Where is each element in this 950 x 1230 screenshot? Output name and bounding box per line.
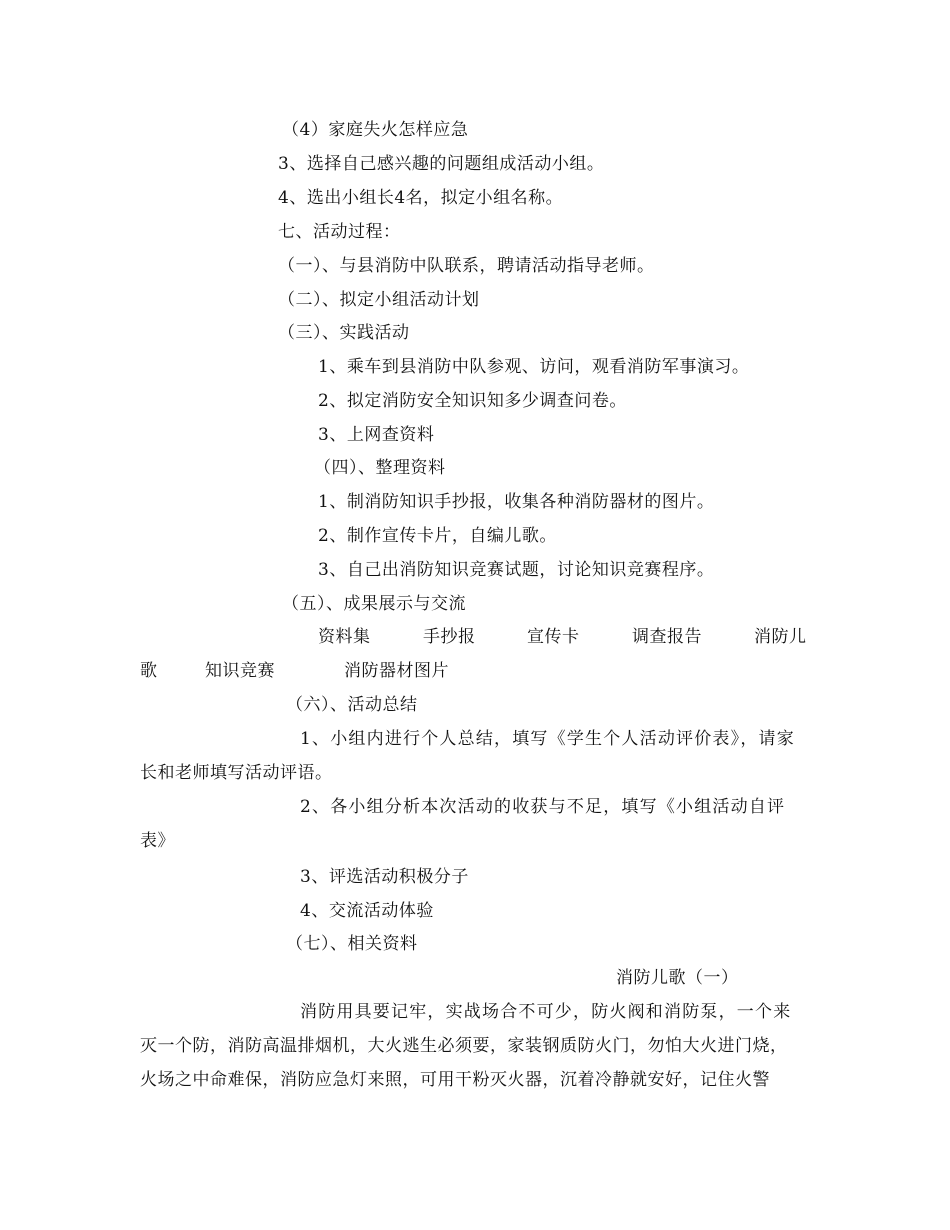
line-step-four: （四）、整理资料 xyxy=(314,458,446,478)
line-quiz: 3、自己出消防知识竞赛试题，讨论知识竞赛程序。 xyxy=(318,560,715,580)
line-questionnaire: 2、拟定消防安全知识知多少调查问卷。 xyxy=(318,391,627,411)
section-heading-summary: （六）、活动总结 xyxy=(286,695,418,715)
summary-paragraph-2-line-2: 表》 xyxy=(140,831,175,851)
result-item: 消防儿 xyxy=(754,627,807,647)
section-heading-process: 七、活动过程： xyxy=(278,222,401,242)
line-search-online: 3、上网查资料 xyxy=(318,425,435,445)
result-item: 歌 xyxy=(140,661,158,681)
song-line-1: 消防用具要记牢，实战场合不可少，防火阀和消防泵，一个来 xyxy=(300,1002,792,1022)
summary-paragraph-1-line-1: 1、小组内进行个人总结，填写《学生个人活动评价表》，请家 xyxy=(300,729,795,749)
song-title: 消防儿歌（一） xyxy=(616,968,739,988)
result-item: 调查报告 xyxy=(632,627,702,647)
line-step-one: （一）、与县消防中队联系，聘请活动指导老师。 xyxy=(278,256,655,276)
result-item: 宣传卡 xyxy=(527,627,580,647)
summary-paragraph-2-line-1: 2、各小组分析本次活动的收获与不足，填写《小组活动自评 xyxy=(300,797,786,817)
result-item: 消防器材图片 xyxy=(344,661,449,681)
line-family-fire-response: （4）家庭失火怎样应急 xyxy=(282,120,469,140)
line-select-leaders: 4、选出小组长4名，拟定小组名称。 xyxy=(278,188,564,208)
line-promo-cards: 2、制作宣传卡片，自编儿歌。 xyxy=(318,526,557,546)
summary-paragraph-1-line-2: 长和老师填写活动评语。 xyxy=(140,763,333,783)
summary-paragraph-4: 4、交流活动体验 xyxy=(300,901,434,921)
result-item: 手抄报 xyxy=(423,627,476,647)
line-form-groups: 3、选择自己感兴趣的问题组成活动小组。 xyxy=(278,154,605,174)
result-item: 知识竞赛 xyxy=(205,661,275,681)
line-step-two: （二）、拟定小组活动计划 xyxy=(278,290,480,310)
line-handwritten-newspaper: 1、制消防知识手抄报，收集各种消防器材的图片。 xyxy=(318,492,715,512)
line-step-three: （三）、实践活动 xyxy=(278,323,410,343)
song-line-3: 火场之中命难保，消防应急灯来照，可用干粉灭火器，沉着冷静就安好，记住火警 xyxy=(140,1070,770,1090)
section-heading-resources: （七）、相关资料 xyxy=(286,934,418,954)
song-line-2: 灭一个防，消防高温排烟机，大火逃生必须要，家装钢质防火门，勿怕大火进门烧， xyxy=(140,1036,788,1056)
summary-paragraph-3: 3、评选活动积极分子 xyxy=(300,867,469,887)
result-item: 资料集 xyxy=(318,627,371,647)
line-step-five: （五）、成果展示与交流 xyxy=(282,594,466,614)
line-visit-fire-brigade: 1、乘车到县消防中队参观、访问，观看消防军事演习。 xyxy=(318,357,750,377)
